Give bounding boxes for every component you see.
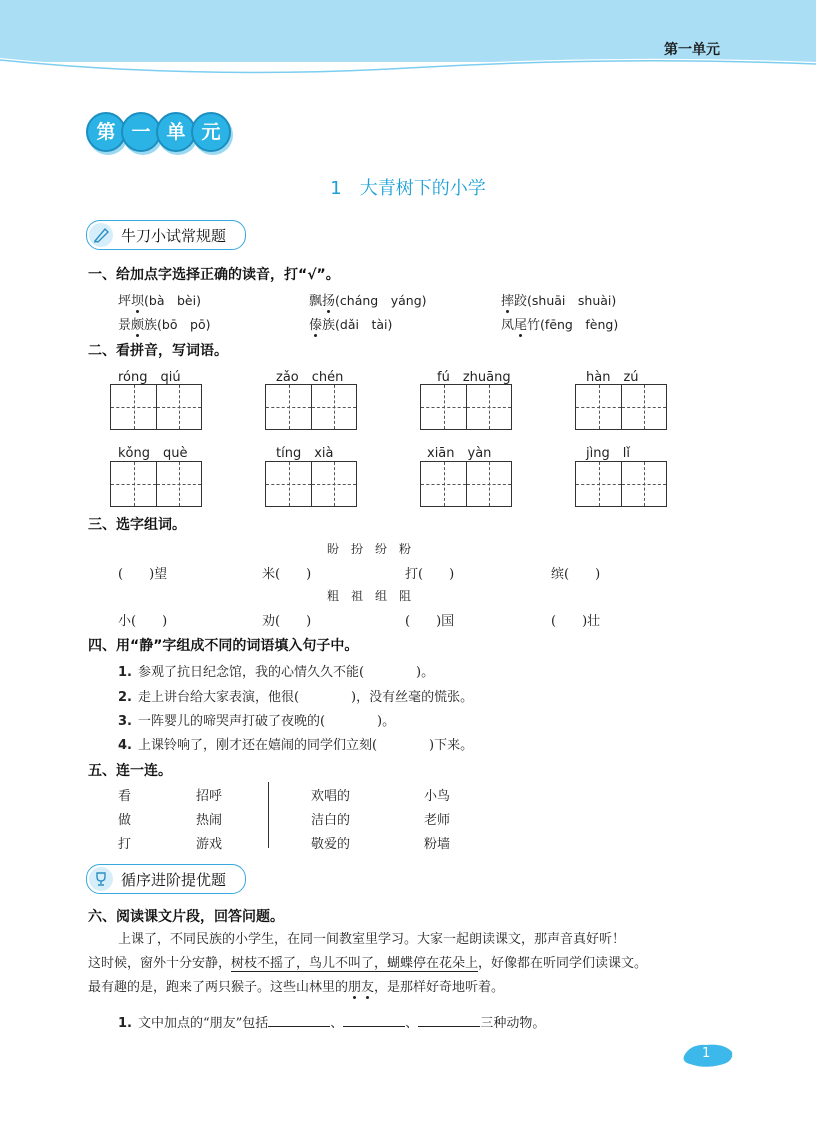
unit-badge-char: 单 <box>156 112 196 152</box>
writing-grid[interactable] <box>265 461 357 507</box>
q1-item: 凤尾竹(fēng fèng) <box>501 317 619 333</box>
answer-blank[interactable] <box>268 1014 330 1027</box>
passage-line: 最有趣的是，跑来了两只猴子。这些山林里的朋友，是那样好奇地听着。 <box>88 980 505 995</box>
pinyin-label: róng qiú <box>118 370 181 385</box>
section-advanced-pill <box>86 864 246 894</box>
fill-word[interactable]: 缤( ) <box>551 567 601 582</box>
q5-title: 五、连一连。 <box>88 763 172 779</box>
fill-word[interactable]: ( )望 <box>118 567 168 582</box>
underlined-text: 树枝不摇了，鸟儿不叫了，蝴蝶停在花朵上 <box>231 956 479 971</box>
writing-grid[interactable] <box>110 461 202 507</box>
pinyin-label: fú zhuāng <box>437 370 511 385</box>
unit-label: 第一单元 <box>664 42 720 58</box>
match-item[interactable]: 做 <box>118 813 132 828</box>
match-item[interactable]: 招呼 <box>196 789 223 804</box>
reading-passage <box>88 928 738 1000</box>
sentence: 1. 参观了抗日纪念馆，我的心情久久不能( )。 <box>118 665 435 680</box>
header-band <box>0 0 816 76</box>
sentence: 3. 一阵婴儿的啼哭声打破了夜晚的( )。 <box>118 714 396 729</box>
pinyin-label: jìng lǐ <box>586 446 630 461</box>
match-item[interactable]: 敬爱的 <box>311 837 351 852</box>
unit-badge-char: 第 <box>86 112 126 152</box>
match-item[interactable]: 洁白的 <box>311 813 351 828</box>
match-item[interactable]: 粉墙 <box>424 837 451 852</box>
trophy-icon <box>89 867 113 891</box>
fill-word[interactable]: 打( ) <box>405 567 455 582</box>
passage-line: 这时候，窗外十分安静，树枝不摇了，鸟儿不叫了，蝴蝶停在花朵上，好像都在听同学们读课文。 <box>88 956 648 971</box>
q1-title: 一、给加点字选择正确的读音，打“√”。 <box>88 267 340 283</box>
q1-item: 摔跤(shuāi shuài) <box>501 293 617 309</box>
char-choices: 盼 扮 纷 粉 <box>327 542 412 556</box>
passage-line: 上课了，不同民族的小学生，在同一间教室里学习。大家一起朗读课文，那声音真好听！ <box>118 932 626 947</box>
match-item[interactable]: 看 <box>118 789 132 804</box>
sentence: 2. 走上讲台给大家表演，他很( )，没有丝毫的慌张。 <box>118 690 474 705</box>
lesson-title: 1 大青树下的小学 <box>330 178 486 199</box>
section-basic-label: 牛刀小试常规题 <box>121 227 227 245</box>
sub-question: 1. 文中加点的“朋友”包括 、 、 三种动物。 <box>118 1016 546 1031</box>
q1-item: 飘扬(cháng yáng) <box>309 293 427 309</box>
q4-title: 四、用“静”字组成不同的词语填入句子中。 <box>88 638 359 654</box>
section-advanced-label: 循序进阶提优题 <box>121 871 227 889</box>
writing-grid[interactable] <box>575 461 667 507</box>
match-item[interactable]: 小鸟 <box>424 789 451 804</box>
fill-word[interactable]: ( )壮 <box>551 614 601 629</box>
q6-title: 六、阅读课文片段，回答问题。 <box>88 909 284 925</box>
fill-word[interactable]: 劝( ) <box>262 614 312 629</box>
char-choices: 粗 祖 组 阻 <box>327 589 412 603</box>
match-item[interactable]: 热闹 <box>196 813 223 828</box>
unit-badge-char: 元 <box>191 112 231 152</box>
pen-icon <box>89 223 113 247</box>
match-item[interactable]: 游戏 <box>196 837 223 852</box>
answer-blank[interactable] <box>343 1014 405 1027</box>
match-item[interactable]: 欢唱的 <box>311 789 351 804</box>
section-basic-pill <box>86 220 246 250</box>
unit-badge-char: 一 <box>121 112 161 152</box>
pinyin-label: tíng xià <box>276 446 334 461</box>
pinyin-label: kǒng què <box>118 446 188 461</box>
fill-word[interactable]: 米( ) <box>262 567 312 582</box>
page-number: 1 <box>702 1046 711 1061</box>
fill-word[interactable]: 小( ) <box>118 614 168 629</box>
q3-title: 三、选字组词。 <box>88 517 186 533</box>
page-number-badge <box>680 1040 736 1070</box>
q2-title: 二、看拼音，写词语。 <box>88 343 228 359</box>
q1-item: 傣族(dǎi tài) <box>309 317 393 333</box>
writing-grid[interactable] <box>420 461 512 507</box>
fill-word[interactable]: ( )国 <box>405 614 455 629</box>
writing-grid[interactable] <box>575 384 667 430</box>
q1-item: 景颇族(bō pō) <box>118 317 211 333</box>
match-item[interactable]: 老师 <box>424 813 451 828</box>
writing-grid[interactable] <box>420 384 512 430</box>
divider <box>268 782 269 848</box>
match-item[interactable]: 打 <box>118 837 132 852</box>
writing-grid[interactable] <box>110 384 202 430</box>
pinyin-label: hàn zú <box>586 370 639 385</box>
sentence: 4. 上课铃响了，刚才还在嬉闹的同学们立刻( )下来。 <box>118 738 474 753</box>
pinyin-label: zǎo chén <box>276 370 344 385</box>
writing-grid[interactable] <box>265 384 357 430</box>
pinyin-label: xiān yàn <box>427 446 492 461</box>
answer-blank[interactable] <box>418 1014 480 1027</box>
q1-item: 坪坝(bà bèi) <box>118 293 201 309</box>
